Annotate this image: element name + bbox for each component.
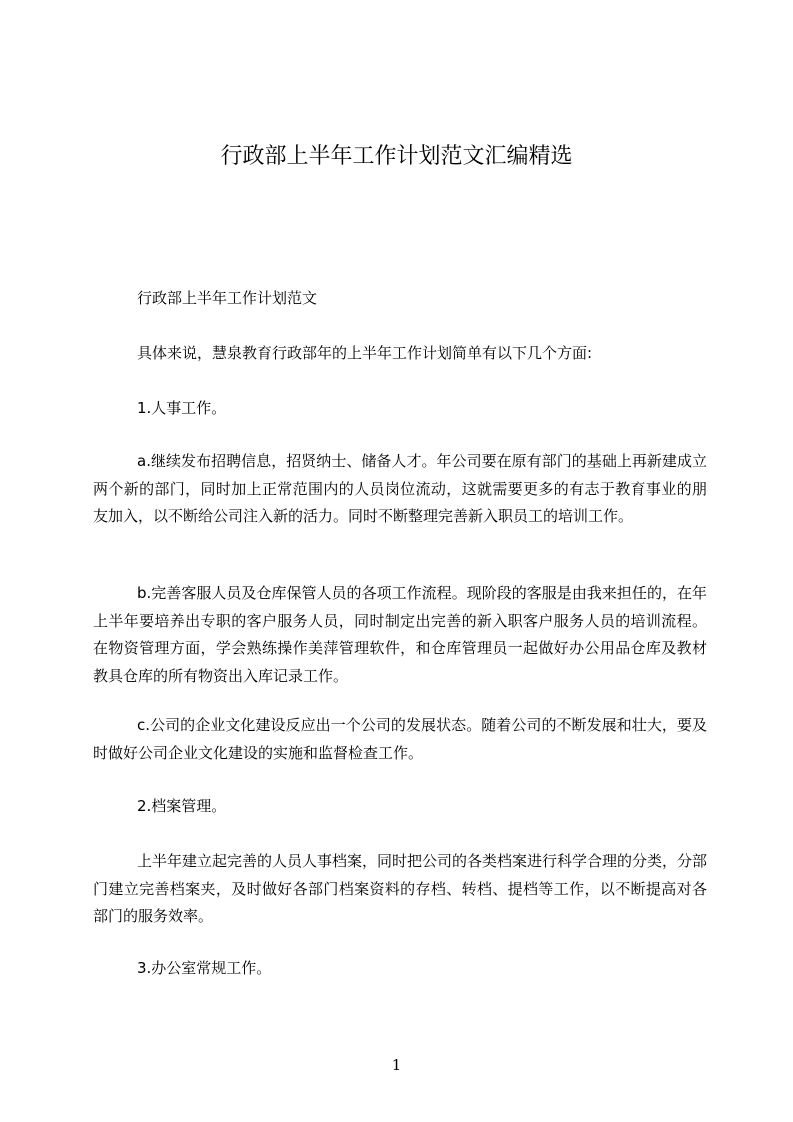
- section-heading-archives: 2.档案管理。: [137, 797, 227, 815]
- section-heading-office-routine: 3.办公室常规工作。: [137, 959, 272, 977]
- paragraph-archive-management: 上半年建立起完善的人员人事档案，同时把公司的各类档案进行科学合理的分类，分部门建立完善档案夹，及时做好各部门档案资料的存档、转档、提档等工作，以不断提高对各部门的服务效率。: [93, 852, 708, 925]
- document-subtitle: 行政部上半年工作计划范文: [137, 289, 318, 307]
- paragraph-item-b: b.完善客服人员及仓库保管人员的各项工作流程。现阶段的客服是由我来担任的，在年上半年要培养出专职的客户服务人员，同时制定出完善的新入职客户服务人员的培训流程。在物资管理方面，学会熟练操作美萍管理软件，和仓库管理员一起做好办公用品仓库及教材教具仓库的所有物资出入库记录工作。: [93, 584, 707, 685]
- intro-paragraph: 具体来说，慧泉教育行政部年的上半年工作计划简单有以下几个方面:: [137, 344, 593, 362]
- section-heading-personnel: 1.人事工作。: [137, 399, 227, 417]
- document-title: 行政部上半年工作计划范文汇编精选: [220, 144, 573, 169]
- paragraph-item-a: a.继续发布招聘信息，招贤纳士、储备人才。年公司要在原有部门的基础上再新建成立两个新的部门，同时加上正常范围内的人员岗位流动，这就需要更多的有志于教育事业的朋友加入，以不断给公司注入新的活力。同时不断整理完善新入职员工的培训工作。: [93, 452, 707, 525]
- page-number: 1: [391, 1056, 402, 1074]
- paragraph-item-c: c.公司的企业文化建设反应出一个公司的发展状态。随着公司的不断发展和壮大，要及时做好公司企业文化建设的实施和监督检查工作。: [93, 716, 707, 762]
